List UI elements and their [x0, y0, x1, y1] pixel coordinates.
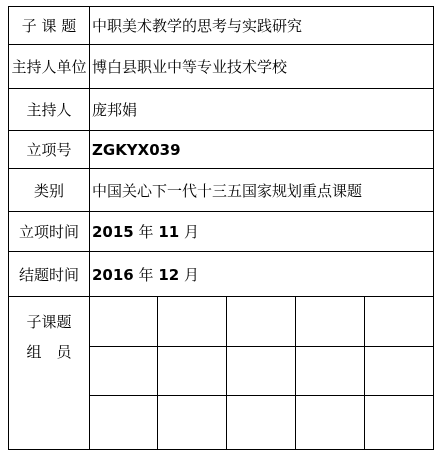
project-no-value: ZGKYX039 [90, 131, 434, 169]
start-month-unit: 月 [183, 223, 199, 241]
row-host-unit [9, 45, 434, 89]
end-month-unit: 月 [183, 265, 199, 284]
row-host [9, 89, 434, 131]
row-start-time [9, 212, 434, 252]
member-cell [365, 347, 434, 396]
category-label: 类别 [9, 169, 90, 212]
host-label: 主持人 [9, 89, 90, 131]
project-no-label: 立项号 [9, 131, 90, 169]
member-cell [227, 396, 296, 450]
member-cell [365, 396, 434, 450]
member-cell [365, 297, 434, 347]
member-cell [227, 297, 296, 347]
members-row-1 [9, 297, 434, 347]
topic-label: 子 课 题 [9, 7, 90, 45]
topic-value: 中职美术教学的思考与实践研究 [90, 7, 434, 45]
end-year: 2016 [92, 265, 134, 284]
category-value: 中国关心下一代十三五国家规划重点课题 [90, 169, 434, 212]
member-cell [296, 347, 365, 396]
row-category [9, 169, 434, 212]
row-end-time [9, 252, 434, 297]
row-project-no [9, 131, 434, 169]
end-month: 12 [158, 265, 180, 284]
member-cell [158, 297, 227, 347]
start-year-unit: 年 [138, 223, 154, 241]
end-time-label: 结题时间 [9, 252, 90, 297]
member-cell [227, 347, 296, 396]
members-label-line1: 子课题 [26, 313, 72, 331]
member-cell [90, 297, 158, 347]
members-label-line2: 组 员 [26, 343, 72, 361]
end-time-value [90, 252, 434, 297]
host-value: 庞邦娟 [90, 89, 434, 131]
member-cell [158, 396, 227, 450]
member-cell [296, 297, 365, 347]
member-cell [90, 396, 158, 450]
member-cell [158, 347, 227, 396]
project-info-table [8, 6, 434, 450]
member-cell [296, 396, 365, 450]
members-label [9, 297, 90, 450]
end-year-unit: 年 [138, 265, 154, 284]
host-unit-value: 博白县职业中等专业技术学校 [90, 45, 434, 89]
host-unit-label: 主持人单位 [9, 45, 90, 89]
start-time-label: 立项时间 [9, 212, 90, 252]
start-month: 11 [158, 223, 180, 241]
member-cell [90, 347, 158, 396]
row-topic [9, 7, 434, 45]
start-year: 2015 [92, 223, 134, 241]
start-time-value [90, 212, 434, 252]
